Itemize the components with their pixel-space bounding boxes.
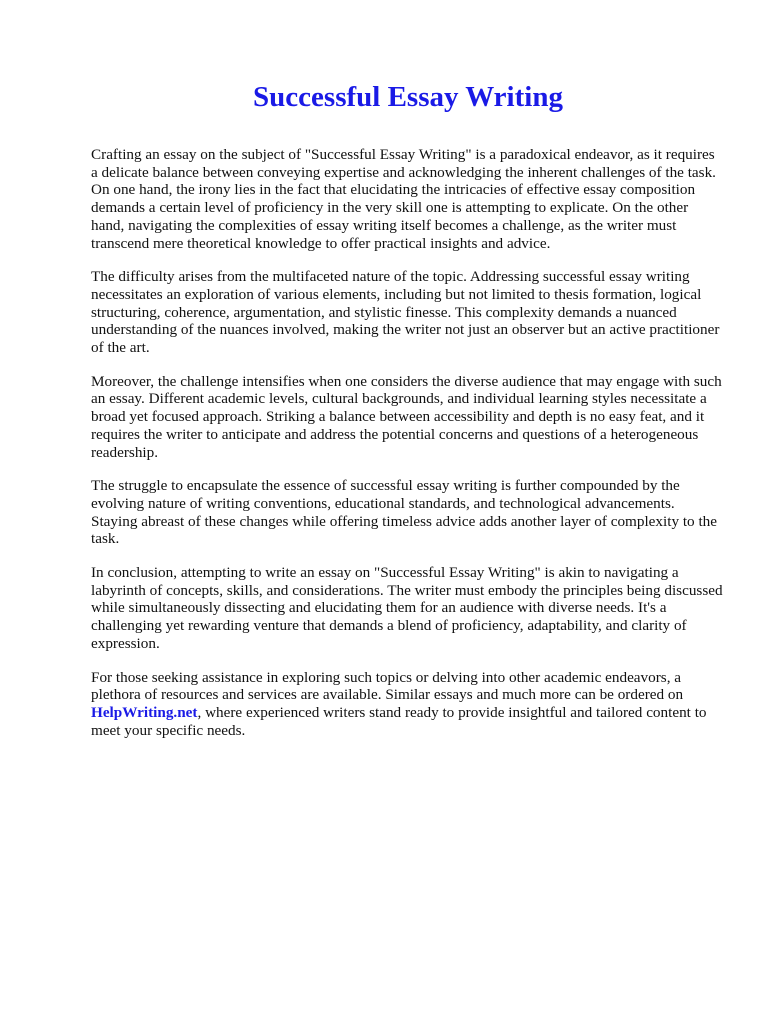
paragraph-intro: Crafting an essay on the subject of "Successful Essay Writing" is a paradoxical endeavor, as it requires a delicate balance between conveying expertise and acknowledging the inherent challenges of the task. On one hand, the irony lies in the fact that elucidating the intricacies of effective essay composition demands a certain level of proficiency in the very skill one is attempting to explicate. On the other hand, navigating the complexities of essay writing itself becomes a challenge, as the writer must transcend mere theoretical knowledge to offer practical insights and advice. [91,146,716,252]
helpwriting-link[interactable]: HelpWriting.net [91,703,198,721]
document-title: Successful Essay Writing [253,81,563,113]
paragraph-audience: Moreover, the challenge intensifies when one considers the diverse audience that may engage with such an essay. Different academic levels, cultural backgrounds, and individual learning styles necessitate a broad yet focused approach. Striking a balance between accessibility and depth is no easy feat, and it requires the writer to anticipate and address the potential concerns and questions of a heterogeneous readership. [91,372,722,461]
paragraph-conclusion: In conclusion, attempting to write an essay on "Successful Essay Writing" is akin to navigating a labyrinth of concepts, skills, and considerations. The writer must embody the principles being discussed while simultaneously dissecting and elucidating them for an audience with diverse needs. It's a challenging yet rewarding venture that demands a blend of proficiency, adaptability, and clarity of expression. [91,564,723,652]
closing-text-after-link: , where experienced writers stand ready to provide insightful and tailored content to meet your specific needs. [91,703,707,739]
document-body [91,146,724,755]
closing-text-before-link: For those seeking assistance in exploring such topics or delving into other academic endeavors, a plethora of resources and services are available. Similar essays and much more can be ordered on [91,668,684,704]
paragraph-closing [91,669,724,740]
paragraph-evolving-conventions: The struggle to encapsulate the essence of successful essay writing is further compounded by the evolving nature of writing conventions, educational standards, and technological advancements. Staying abreast of these changes while offering timeless advice adds another layer of complexity to the task. [91,477,718,548]
paragraph-difficulty: The difficulty arises from the multifaceted nature of the topic. Addressing successful essay writing necessitates an exploration of various elements, including but not limited to thesis formation, logical structuring, coherence, argumentation, and stylistic finesse. This complexity demands a nuanced understanding of the nuances involved, making the writer not just an observer but an active practitioner of the art. [91,268,720,357]
